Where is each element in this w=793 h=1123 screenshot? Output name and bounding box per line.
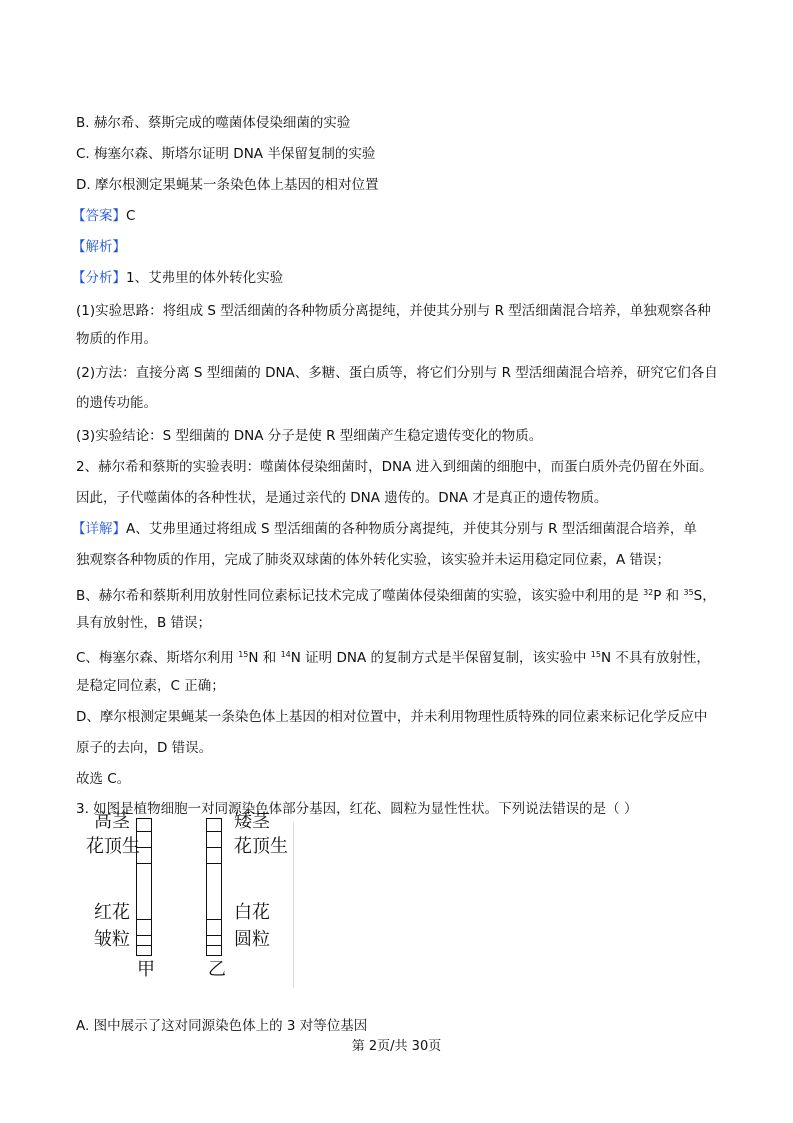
xiangjie-text-3a: B、赫尔希和蔡斯利用放射性同位素标记技术完成了噬菌体侵染细菌的实验，该实验中利用的是 [76,588,644,604]
answer-tag: 【答案】 [72,208,126,224]
band [136,945,152,946]
xiangjie-tag: 【详解】 [72,521,126,537]
fenxi-line-6: (3)实验结论：S 型细菌的 DNA 分子是使 R 型细菌产生稳定遗传变化的物质。 [76,428,543,444]
xiangjie-text-3c: S， [693,588,716,604]
gene-label-right: 矮茎 [234,811,270,832]
gene-label-right: 花顶生 [234,836,288,857]
gene-label-left: 花顶生 [86,836,140,857]
band [136,919,152,920]
gene-label-right: 白花 [234,902,270,923]
gene-label-left: 红花 [94,902,130,923]
option-d: D. 摩尔根测定果蝇某一条染色体上基因的相对位置 [76,177,379,193]
band [206,919,222,920]
fenxi-line-7: 2、赫尔希和蔡斯的实验表明：噬菌体侵染细菌时，DNA 进入到细菌的细胞中，而蛋白质外壳仍留在外面。 [76,459,713,475]
xiangjie-line-6: 是稳定同位素，C 正确； [76,678,225,694]
band [206,945,222,946]
xiangjie-line-8: 原子的去向，D 错误。 [76,740,213,756]
gene-label-left: 高茎 [94,811,130,832]
band [206,831,222,832]
fenxi-line-3: 物质的作用。 [76,331,157,347]
sup-15b: 15 [590,650,601,659]
question3-stem: 3. 如图是植物细胞一对同源染色体部分基因，红花、圆粒为显性性状。下列说法错误的是（ ） [76,801,638,817]
fenxi-line-8: 因此，子代噬菌体的各种性状，是通过亲代的 DNA 遗传的。DNA 才是真正的遗传物质。 [76,490,608,506]
fenxi-tag: 【分析】 [72,270,126,286]
option-c: C. 梅塞尔森、斯塔尔证明 DNA 半保留复制的实验 [76,146,376,162]
page-footer: 第 2页/共 30页 [351,1039,442,1054]
question3-option-a: A. 图中展示了这对同源染色体上的 3 对等位基因 [76,1018,368,1034]
xiangjie-text-5a: C、梅塞尔森、斯塔尔利用 [76,650,239,666]
xiangjie-line-4: 具有放射性，B 错误； [76,615,212,631]
gene-label-right: 圆粒 [234,929,270,950]
xiangjie-line-7: D、摩尔根测定果蝇某一条染色体上基因的相对位置中，并未利用物理性质特殊的同位素来标记化学反应中 [76,709,708,725]
sup-14: 14 [280,650,291,659]
divider [293,822,294,988]
xiangjie-text-5c: N 证明 DNA 的复制方式是半保留复制，该实验中 [290,650,591,666]
band [136,831,152,832]
xiangjie-line-9: 故选 C。 [76,771,131,787]
sup-15: 15 [238,650,249,659]
band [206,847,222,848]
chromosome-name-jia: 甲 [137,959,155,980]
answer-line [72,207,135,225]
fenxi-line-2: (1)实验思路：将组成 S 型活细菌的各种物质分离提纯，并使其分别与 R 型活细菌混合培养，单独观察各种 [76,303,711,319]
option-b: B. 赫尔希、蔡斯完成的噬菌体侵染细菌的实验 [76,115,351,131]
fenxi-line-5: 的遗传功能。 [76,395,157,411]
fenxi-line-1 [72,269,283,287]
answer-value: C [126,208,136,224]
xiangjie-text-5d: N 不具有放射性， [600,650,710,666]
xiangjie-line-5 [76,646,710,667]
band [206,935,222,936]
fenxi-text-1: 1、艾弗里的体外转化实验 [126,270,284,286]
xiangjie-text-1: A、艾弗里通过将组成 S 型活细菌的各种物质分离提纯，并使其分别与 R 型活细菌混合培养，单 [126,521,697,537]
band [136,863,152,864]
sup-32: 32 [643,588,654,597]
xiangjie-line-3 [76,584,716,605]
fenxi-line-4: (2)方法：直接分离 S 型细菌的 DNA、多糖、蛋白质等，将它们分别与 R 型活细菌混合培养，研究它们各自 [76,365,718,381]
gene-label-left: 皱粒 [94,929,130,950]
chromosome-name-yi: 乙 [208,959,226,980]
sup-35: 35 [683,588,694,597]
analysis-tag: 【解析】 [72,239,126,255]
homologous-chromosome-diagram [86,812,298,984]
xiangjie-line-2: 独观察各种物质的作用，完成了肺炎双球菌的体外转化实验，该实验并未运用稳定同位素，A 错误； [76,552,671,568]
chromosome-yi [206,818,222,956]
xiangjie-line-1 [72,520,697,538]
xiangjie-text-5b: N 和 [248,650,281,666]
band [136,935,152,936]
xiangjie-text-3b: P 和 [653,588,684,604]
band [206,863,222,864]
